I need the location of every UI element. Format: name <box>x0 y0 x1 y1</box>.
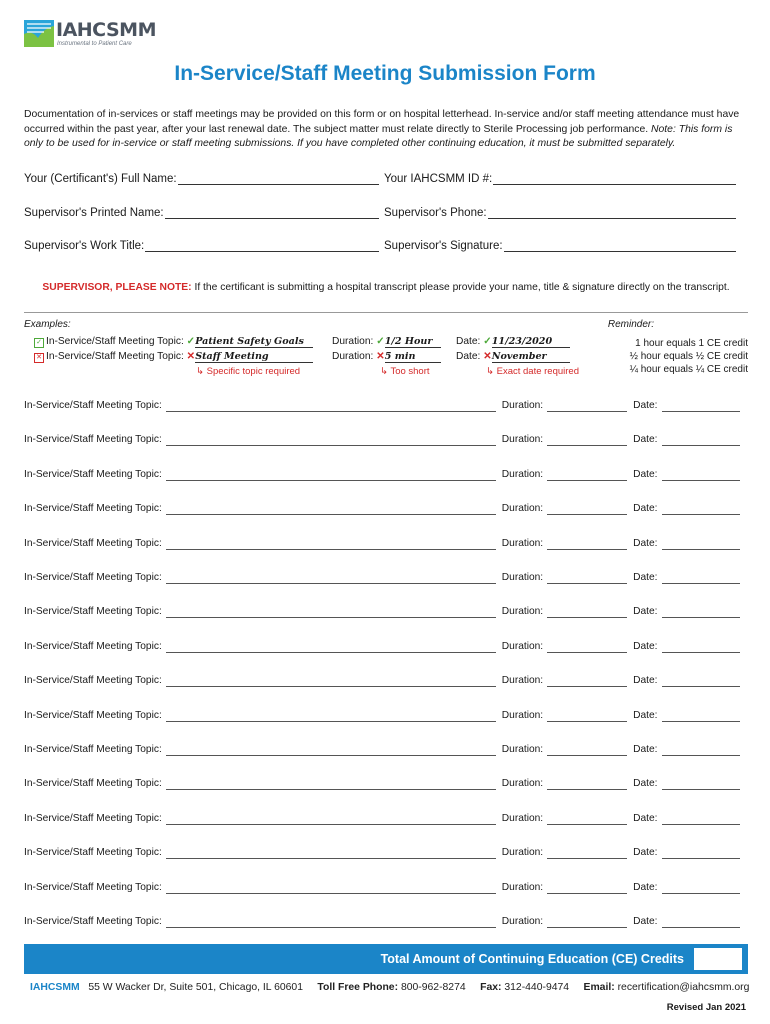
entry-duration-label: Duration: <box>501 640 544 652</box>
total-credits-label: Total Amount of Continuing Education (CE) Credits <box>380 952 684 966</box>
entry-topic-line[interactable] <box>166 848 496 859</box>
footer-brand: IAHCSMM <box>30 982 80 993</box>
entry-duration-label: Duration: <box>501 400 544 411</box>
entry-duration-label: Duration: <box>501 468 544 480</box>
entry-topic-line[interactable] <box>166 573 496 584</box>
supervisor-title-line[interactable] <box>145 239 379 252</box>
example-bad-topic: ✕ In-Service/Staff Meeting Topic: ✕Staff Meeting <box>34 351 313 363</box>
entry-topic-label: In-Service/Staff Meeting Topic: <box>24 606 162 618</box>
arrow-icon: ↳ <box>196 366 207 377</box>
reminder-list <box>630 337 748 376</box>
entry-date-label: Date: <box>633 606 658 618</box>
entry-topic-label: In-Service/Staff Meeting Topic: <box>24 640 162 652</box>
entry-topic-label: In-Service/Staff Meeting Topic: <box>24 916 162 927</box>
entry-topic-label: In-Service/Staff Meeting Topic: <box>24 468 162 480</box>
entry-date-line[interactable] <box>662 504 740 515</box>
entry-duration-label: Duration: <box>501 916 544 927</box>
example-bad-duration-value: 5 min <box>385 351 441 363</box>
entry-date-label: Date: <box>633 675 658 687</box>
revision-date: Revised Jan 2021 <box>666 1002 746 1013</box>
total-credits-bar <box>24 944 748 974</box>
example-bad-date: Date: ✕November <box>456 351 570 363</box>
entry-date-label: Date: <box>633 640 658 652</box>
footer-email: recertification@iahcsmm.org <box>617 982 750 993</box>
entry-row <box>24 467 748 481</box>
entry-duration-label: Duration: <box>501 572 544 583</box>
supervisor-name-line[interactable] <box>165 206 379 219</box>
supervisor-phone-line[interactable] <box>488 206 736 219</box>
supervisor-signature-field[interactable] <box>384 239 736 252</box>
entry-topic-label: In-Service/Staff Meeting Topic: <box>24 881 162 893</box>
entry-duration-line[interactable] <box>547 573 627 584</box>
entry-date-label: Date: <box>633 709 658 721</box>
x-box-icon: ✕ <box>34 353 44 363</box>
example-good-duration-value: 1/2 Hour <box>385 336 441 348</box>
entry-date-line[interactable] <box>662 573 740 584</box>
footer-phone-label: Toll Free Phone: <box>317 982 399 993</box>
example-good-topic: ✓ In-Service/Staff Meeting Topic: ✓Patient Safety Goals <box>34 336 313 348</box>
entry-row <box>24 673 748 687</box>
arrow-icon: ↳ <box>486 366 497 377</box>
entry-date-line[interactable] <box>662 917 740 928</box>
entry-topic-line[interactable] <box>166 504 496 515</box>
entry-duration-line[interactable] <box>547 917 627 928</box>
entry-duration-line[interactable] <box>547 504 627 515</box>
id-field[interactable] <box>384 172 736 185</box>
intro-text: Documentation of in-services or staff meetings may be provided on this form or on hospital letterhead. In-service and/or staff meeting attendance must have occurred within the past year, after your last renewal date. The subject matter must relate directly to Sterile Processing job performance. <box>24 109 740 135</box>
full-name-line[interactable] <box>178 172 379 185</box>
entry-topic-line[interactable] <box>166 883 496 894</box>
entry-date-label: Date: <box>633 812 658 824</box>
entry-duration-line[interactable] <box>547 435 627 446</box>
example-good-topic-value: Patient Safety Goals <box>195 336 313 348</box>
entry-row <box>24 432 748 446</box>
entry-topic-line[interactable] <box>166 779 496 790</box>
examples-label: Examples: <box>24 319 71 330</box>
check-icon: ✓ <box>483 336 492 347</box>
supervisor-note-label: SUPERVISOR, PLEASE NOTE: <box>42 282 192 293</box>
entry-date-label: Date: <box>633 847 658 859</box>
id-line[interactable] <box>493 172 736 185</box>
entry-date-line[interactable] <box>662 779 740 790</box>
example-good-date-value: 11/23/2020 <box>492 336 570 348</box>
supervisor-title-field[interactable] <box>24 239 379 252</box>
entry-topic-line[interactable] <box>166 539 496 550</box>
entry-date-line[interactable] <box>662 848 740 859</box>
example-bad-date-value: November <box>492 351 570 363</box>
entry-date-line[interactable] <box>662 745 740 756</box>
intro-paragraph <box>24 108 748 152</box>
page-title: In-Service/Staff Meeting Submission Form <box>174 62 596 85</box>
entry-date-label: Date: <box>633 916 658 927</box>
full-name-field[interactable] <box>24 172 379 185</box>
reminder-label: Reminder: <box>607 319 654 330</box>
footer-email-label: Email: <box>583 982 615 993</box>
reminder-line: ½ hour equals ½ CE credit <box>629 351 748 362</box>
arrow-icon: ↳ <box>380 366 391 377</box>
entry-topic-line[interactable] <box>166 676 496 687</box>
footer-fax-label: Fax: <box>480 982 502 993</box>
entry-date-line[interactable] <box>662 607 740 618</box>
check-icon: ✓ <box>186 336 196 347</box>
supervisor-note-text: If the certificant is submitting a hospital transcript please provide your name, title & signature directly on the transcript. <box>194 282 730 293</box>
entry-date-line[interactable] <box>662 676 740 687</box>
entry-date-line[interactable] <box>662 435 740 446</box>
supervisor-phone-field[interactable] <box>384 206 736 219</box>
entry-duration-line[interactable] <box>547 883 627 894</box>
entry-topic-label: In-Service/Staff Meeting Topic: <box>24 503 162 515</box>
supervisor-name-label: Supervisor's Printed Name: <box>24 207 164 219</box>
entry-row <box>24 914 748 928</box>
entry-date-label: Date: <box>633 881 658 893</box>
entry-row <box>24 776 748 790</box>
entry-topic-line[interactable] <box>166 642 496 653</box>
entry-topic-line[interactable] <box>166 711 496 722</box>
entry-date-label: Date: <box>633 778 658 790</box>
entry-topic-label: In-Service/Staff Meeting Topic: <box>24 434 162 446</box>
supervisor-signature-label: Supervisor's Signature: <box>384 240 503 252</box>
footer-address: 55 W Wacker Dr, Suite 501, Chicago, IL 60601 <box>88 982 303 993</box>
entry-topic-label: In-Service/Staff Meeting Topic: <box>24 537 162 549</box>
entry-row <box>24 811 748 825</box>
reminder-line: ¼ hour equals ¼ CE credit <box>629 364 748 375</box>
logo-tagline: Instrumental to Patient Care <box>57 41 132 47</box>
entry-topic-label: In-Service/Staff Meeting Topic: <box>24 572 162 583</box>
entry-row <box>24 536 748 550</box>
entry-duration-label: Duration: <box>501 744 544 755</box>
entry-row <box>24 501 748 515</box>
footer <box>30 982 749 993</box>
entry-date-label: Date: <box>633 572 658 583</box>
entry-duration-line[interactable] <box>547 814 627 825</box>
reminder-line: 1 hour equals 1 CE credit <box>635 338 748 349</box>
example-bad-duration: Duration: ✕5 min <box>332 351 441 363</box>
entry-row <box>24 604 748 618</box>
entry-duration-line[interactable] <box>547 745 627 756</box>
entry-topic-line[interactable] <box>166 470 496 481</box>
entry-topic-label: In-Service/Staff Meeting Topic: <box>24 847 162 859</box>
entry-row <box>24 398 748 412</box>
check-icon: ✓ <box>376 336 385 347</box>
entry-topic-label: In-Service/Staff Meeting Topic: <box>24 812 162 824</box>
entry-row <box>24 845 748 859</box>
entry-date-label: Date: <box>633 468 658 480</box>
entry-duration-line[interactable] <box>547 470 627 481</box>
total-credits-input[interactable] <box>694 948 742 970</box>
x-icon: ✕ <box>186 351 196 362</box>
logo-name: IAHCSMM <box>56 19 156 41</box>
entry-duration-label: Duration: <box>501 881 544 893</box>
logo <box>24 19 156 50</box>
entry-topic-line[interactable] <box>166 607 496 618</box>
entry-date-label: Date: <box>633 744 658 755</box>
entry-duration-label: Duration: <box>501 434 544 446</box>
example-bad-topic-value: Staff Meeting <box>195 351 313 363</box>
entry-duration-label: Duration: <box>501 503 544 515</box>
entry-duration-line[interactable] <box>547 779 627 790</box>
entry-date-line[interactable] <box>662 470 740 481</box>
entry-topic-label: In-Service/Staff Meeting Topic: <box>24 400 162 411</box>
id-label: Your IAHCSMM ID #: <box>384 173 493 185</box>
entry-duration-line[interactable] <box>547 676 627 687</box>
entry-topic-line[interactable] <box>166 401 496 412</box>
hint-topic: ↳ Specific topic required <box>196 366 301 377</box>
x-icon: ✕ <box>376 351 385 362</box>
entry-topic-line[interactable] <box>166 917 496 928</box>
entry-row <box>24 742 748 756</box>
entry-duration-line[interactable] <box>547 848 627 859</box>
supervisor-signature-line[interactable] <box>504 239 736 252</box>
full-name-label: Your (Certificant's) Full Name: <box>24 173 177 185</box>
entry-duration-line[interactable] <box>547 711 627 722</box>
entry-topic-label: In-Service/Staff Meeting Topic: <box>24 709 162 721</box>
entry-date-label: Date: <box>633 400 658 411</box>
x-icon: ✕ <box>483 351 492 362</box>
entry-duration-line[interactable] <box>547 607 627 618</box>
entry-duration-label: Duration: <box>501 847 544 859</box>
supervisor-name-field[interactable] <box>24 206 379 219</box>
intro-note: Note: This form is only to be used for in-service or staff meeting submissions. If you have completed other continuing education, it must be submitted separately. <box>24 123 733 149</box>
entry-topic-line[interactable] <box>166 745 496 756</box>
entry-duration-label: Duration: <box>501 606 544 618</box>
entry-duration-label: Duration: <box>501 812 544 824</box>
example-good-date: Date: ✓11/23/2020 <box>456 336 570 348</box>
example-good-duration: Duration: ✓1/2 Hour <box>332 336 441 348</box>
entry-date-line[interactable] <box>662 642 740 653</box>
hint-date: ↳ Exact date required <box>486 366 579 377</box>
entry-duration-label: Duration: <box>501 778 544 790</box>
entry-date-label: Date: <box>633 537 658 549</box>
entry-date-label: Date: <box>633 503 658 515</box>
entry-date-line[interactable] <box>662 711 740 722</box>
entry-topic-line[interactable] <box>166 435 496 446</box>
supervisor-title-label: Supervisor's Work Title: <box>24 240 145 252</box>
entry-row <box>24 570 748 584</box>
entry-date-line[interactable] <box>662 883 740 894</box>
supervisor-phone-label: Supervisor's Phone: <box>384 207 487 219</box>
entry-topic-label: In-Service/Staff Meeting Topic: <box>24 778 162 790</box>
entry-date-line[interactable] <box>662 401 740 412</box>
entry-row <box>24 880 748 894</box>
entry-topic-line[interactable] <box>166 814 496 825</box>
entry-duration-label: Duration: <box>501 709 544 721</box>
entry-duration-line[interactable] <box>547 642 627 653</box>
footer-fax: 312-440-9474 <box>504 982 570 993</box>
entry-row <box>24 639 748 653</box>
entry-row <box>24 708 748 722</box>
entry-duration-line[interactable] <box>547 401 627 412</box>
entry-topic-label: In-Service/Staff Meeting Topic: <box>24 675 162 687</box>
entry-duration-label: Duration: <box>501 537 544 549</box>
check-box-icon: ✓ <box>34 338 44 348</box>
examples-section <box>24 312 748 379</box>
entry-topic-label: In-Service/Staff Meeting Topic: <box>24 744 162 755</box>
entry-date-label: Date: <box>633 434 658 446</box>
hint-duration: ↳ Too short <box>380 366 430 377</box>
entry-duration-label: Duration: <box>501 675 544 687</box>
entry-date-line[interactable] <box>662 814 740 825</box>
entry-duration-line[interactable] <box>547 539 627 550</box>
logo-icon <box>24 20 54 47</box>
supervisor-note <box>24 282 748 293</box>
entry-date-line[interactable] <box>662 539 740 550</box>
footer-phone: 800-962-8274 <box>400 982 466 993</box>
